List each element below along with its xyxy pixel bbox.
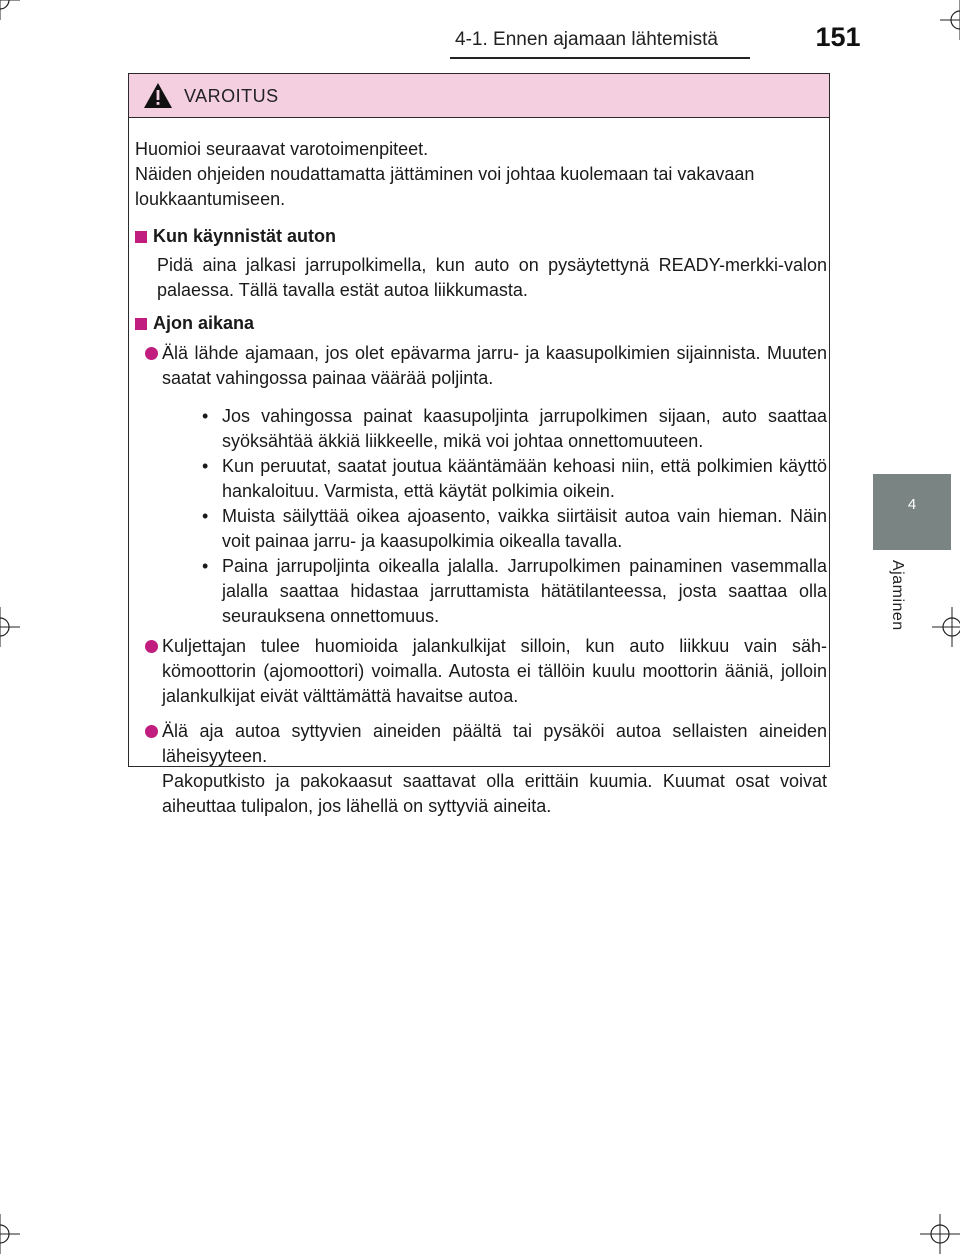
square-bullet-icon [135, 318, 147, 330]
square-bullet-icon [135, 231, 147, 243]
bullet-text: Älä lähde ajamaan, jos olet epävarma jarru- ja kaasupolkimien sijainnista. Muuten saatat vahingossa painaa väärää poljinta. [162, 343, 827, 388]
intro-line: Huomioi seuraavat varotoimenpiteet. [135, 139, 429, 159]
sub-list-item: • Jos vahingossa painat kaasupoljinta jarrupolkimen sijaan, auto saattaa syöksähtää äkkiä liikkeelle, mikä voi johtaa onnettomuuteen. [198, 404, 827, 454]
bullet-text: Pakoputkisto ja pakokaasut saattavat olla erittäin kuumia. Kuumat osat voivat aiheuttaa tulipalon, jos lähellä on syttyviä aineita. [162, 771, 827, 816]
registration-mark [932, 607, 960, 647]
section-text: Pidä aina jalkasi jarrupolkimella, kun auto on pysäytettynä READY-merkki-valon palaessa. Tällä tavalla estät autoa liikkumasta. [157, 255, 827, 300]
registration-mark [920, 1214, 960, 1254]
header-rule [450, 57, 750, 59]
section-heading-text: Ajon aikana [153, 313, 255, 333]
circle-bullet-icon [145, 725, 158, 738]
warning-triangle-icon [143, 82, 173, 109]
sub-list [198, 404, 827, 629]
warning-header [129, 74, 829, 118]
sub-list-item: • Muista säilyttää oikea ajoasento, vaikka siirtäisit autoa vain hieman. Näin voit painaa jarru- ja kaasupolkimia oikealla tavalla. [198, 504, 827, 554]
circle-bullet-icon [145, 640, 158, 653]
section-heading-text: Kun käynnistät auton [153, 226, 337, 246]
registration-mark [940, 0, 960, 40]
warning-title: VAROITUS [184, 86, 279, 106]
chapter-number: 4 [907, 496, 917, 513]
registration-mark [0, 1214, 20, 1254]
sub-list-item: • Paina jarrupoljinta oikealla jalalla. Jarrupolkimen painaminen vasemmalla jalalla saattaa hidastaa jarruttamista hätätilanteessa, josta saattaa olla seurauksena onnettomuus. [198, 554, 827, 629]
list-item [135, 634, 827, 709]
sub-list-item: • Kun peruutat, saatat joutua kääntämään kehoasi niin, että polkimien käyttö hankaloituu. Varmista, että käytät polkimia oikein. [198, 454, 827, 504]
bullet-text: Kuljettajan tulee huomioida jalankulkijat silloin, kun auto liikkuu vain säh-kömoottorin (ajomoottori) voimalla. Autosta ei tällöin kuulu moottorin ääniä, jolloin jalankulkijat eivät välttämättä havaitse autoa. [162, 636, 827, 706]
bullet-text: Älä aja autoa syttyvien aineiden päältä tai pysäköi autoa sellaisten aineiden läheisyyteen. [162, 721, 827, 766]
warning-body [129, 118, 829, 819]
intro-line: Näiden ohjeiden noudattamatta jättäminen voi johtaa kuolemaan tai vakavaan loukkaantumiseen. [135, 164, 755, 209]
registration-mark [0, 607, 20, 647]
warning-box [128, 73, 830, 816]
list-item [135, 341, 827, 629]
section-title: 4-1. Ennen ajamaan lähtemistä [455, 29, 718, 50]
circle-bullet-icon [145, 347, 158, 360]
chapter-tab [873, 474, 951, 550]
list-item [135, 719, 827, 819]
page-number: 151 [815, 22, 861, 52]
section-heading [135, 224, 827, 249]
registration-mark [0, 0, 20, 20]
warning-intro [135, 137, 827, 212]
section-heading [135, 311, 827, 336]
chapter-name: Ajaminen [889, 560, 906, 631]
